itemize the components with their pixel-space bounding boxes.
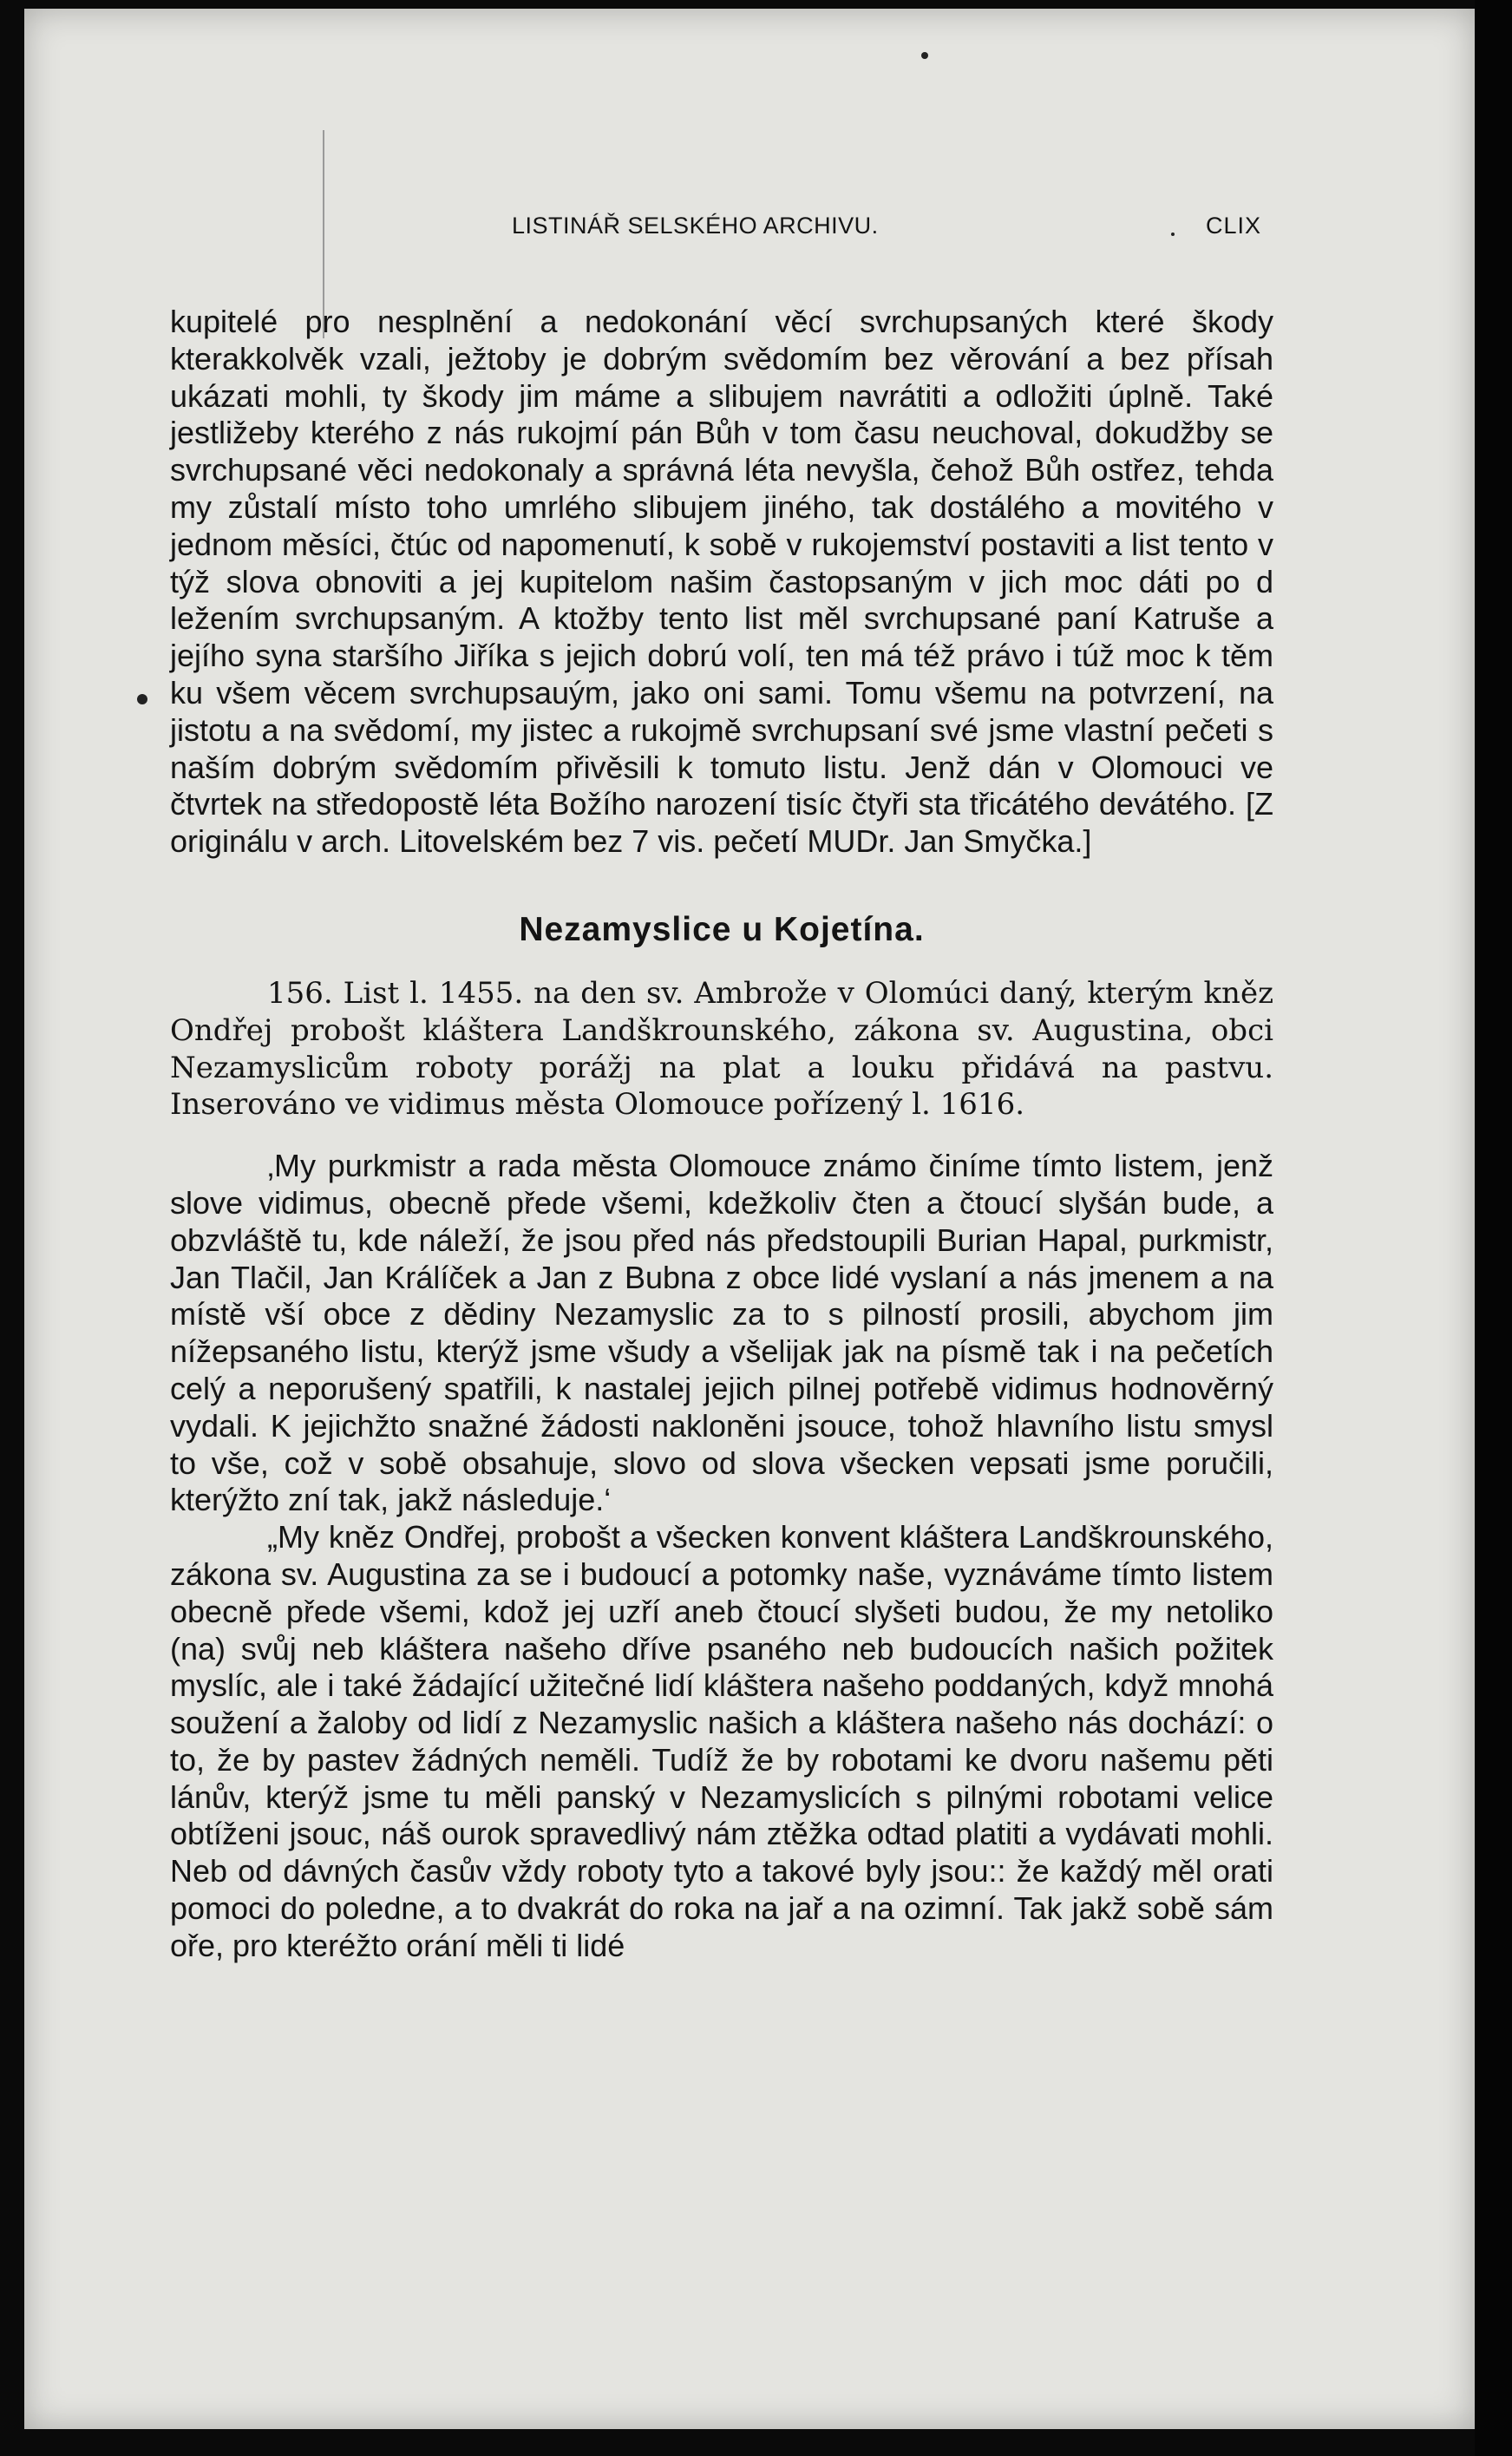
page-body [170, 304, 1273, 1965]
scan-edge [1475, 0, 1512, 2456]
section-heading: Nezamyslice u Kojetína. [519, 910, 925, 948]
page-number: CLIX [1206, 213, 1262, 239]
paragraph-charter-text: „My kněz Ondřej, probošt a všecken konvent kláštera Landškrounského, zákona sv. Augustina za se i budoucí a potomky naše, vyznáváme tímto listem obecně přede všemi, kdož jej uzří aneb čtoucí slyšeti budou, že my netoliko (na) svůj neb kláštera našeho dříve psaného neb budoucích našich požitek myslíc, ale i také žádající užitečné lidí kláštera našeho poddaných, když mnohá soužení a žaloby od lidí z Nezamyslic našich a kláštera našeho nás dochází: o to, že by pastev žádných neměli. Tudíž že by robotami ke dvoru našemu pěti lánův, kterýž jsme tu měli panský v Nezamyslicích s pilnými robotami velice obtíženi jsouc, náš ourok spravedlivý nám ztěžka odtad platiti a vydávati mohli. Neb od dávných časův vždy roboty tyto a takové byly jsou:: že každý měl orati pomoci do poledne, a to dvakrát do roka na jař a na ozimní. Tak jakž sobě sám oře, pro kteréžto orání měli ti lidé [170, 1519, 1273, 1963]
ink-speck [137, 694, 147, 704]
running-title: LISTINÁŘ SELSKÉHO ARCHIVU. [512, 213, 879, 239]
paragraph-seller-obligations: kupitelé pro nesplnění a nedokonání věcí svrchupsaných které škody kterakkolvěk vzali, ježtoby je dobrým svědomím bez věrování a bez přísah ukázati mohli, ty škody jim máme a slibujem navrátiti a odložiti úplně. Také jestližeby kterého z nás rukojmí pán Bůh v tom času neuchoval, dokudžby se svrchupsané věci nedokonaly a správná léta nevyšla, čehož Bůh ostřez, tehda my zůstalí místo toho umrlého slibujem jiného, tak dostálého a movitého v jednom měsíci, čtúc od napomenutí, k sobě v rukojemství postaviti a list tento v týž slova obnoviti a jej kupitelom našim častopsaným v jich moc dáti po d ležením svrchupsaným. A ktožby tento list měl svrchupsané paní Katruše a jejího syna staršího Jiříka s jejich dobrú volí, ten má též právo i túž moc k těm ku všem věcem svrchupsauým, jako oni sami. Tomu všemu na potvrzení, na jistotu a na svědomí, my jistec a rukojmě svrchupsaní své jsme vlastní pečeti s naším dobrým svědomím přivěsili k tomuto listu. Jenž dán v Olomouci ve čtvrtek na středopostě léta Božího narození tisíc čtyři sta třicátého devátého. [Z originálu v arch. Litovelském bez 7 vis. pečetí MUDr. Jan Smyčka.] [170, 304, 1273, 860]
charter-regest: 156. List l. 1455. na den sv. Ambrože v Olomúci daný, kterým kněz Ondřej probošt kláštera Landškrounského, zákona sv. Augustina, obci Nezamyslicům roboty porážj na plat a louku přidává na pastvu. Inserováno ve vidimus města Olomouce pořízený l. 1616. [170, 975, 1273, 1123]
ink-speck [921, 52, 928, 59]
ink-speck [1171, 233, 1175, 236]
paragraph-vidimus: ‚My purkmistr a rada města Olomouce známo činíme tímto listem, jenž slove vidimus, obecně přede všemi, kdežkoliv čten a čtoucí slyšán bude, a obzvláště tu, kde náleží, že jsou před nás předstoupili Burian Hapal, purkmistr, Jan Tlačil, Jan Králíček a Jan z Bubna z obce lidé vyslaní a nás jmenem a na místě vší obce z dědiny Nezamyslic za to s pilností prosili, abychom jim nížepsaného listu, kterýž jsme všudy a všelijak jak na písmě tak i na pečetích celý a neporušený spatřili, k nastalej jejich pilnej potřebě vidimus hodnověrný vydali. K jejichžto snažné žádosti nakloněni jsouce, tohož hlavního listu smysl to vše, což v sobě obsahuje, slovo od slova všecken vepsati jsme poručili, kterýžto zní tak, jakž následuje.‘ [170, 1148, 1273, 1518]
